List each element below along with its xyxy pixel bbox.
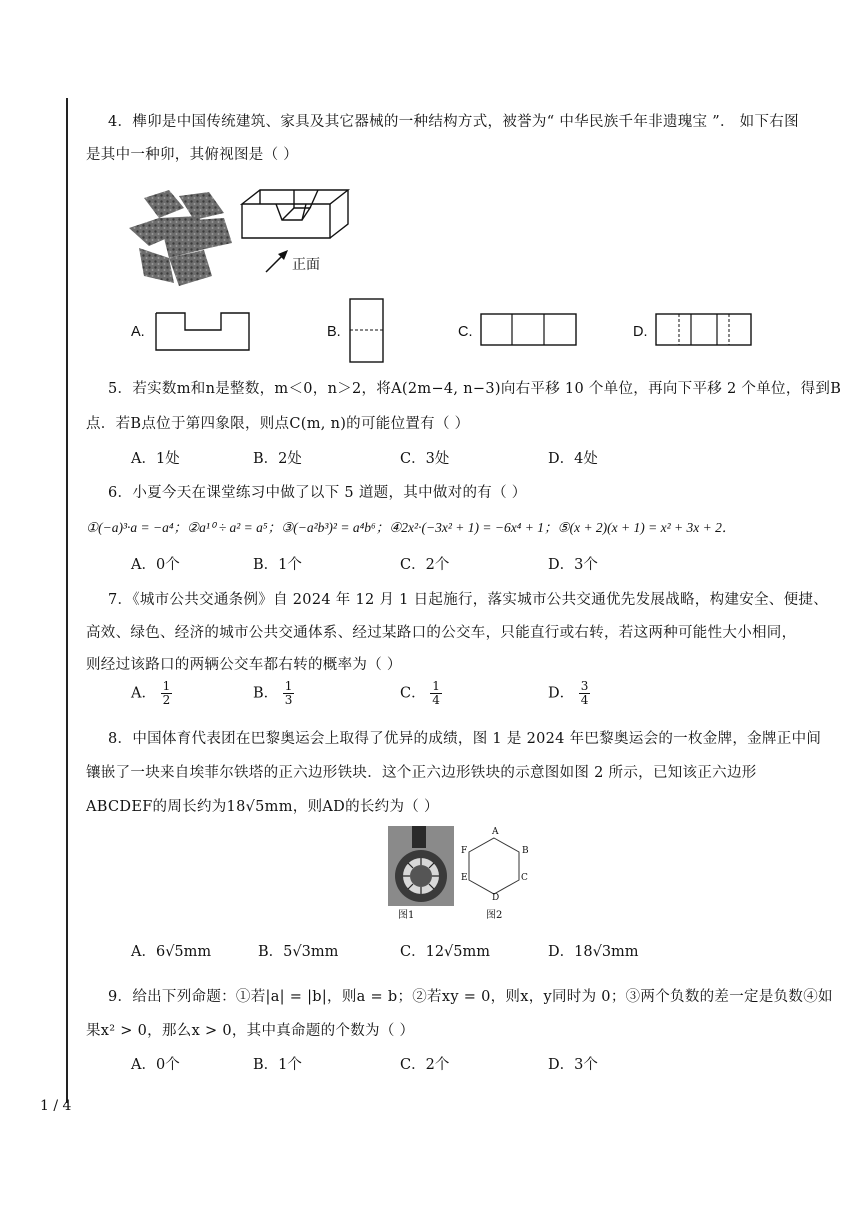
q5-option-a[interactable]: A．1处 [131,451,180,467]
q6-option-a[interactable]: A．0个 [131,557,180,573]
q4-text-line1: 4．榫卯是中国传统建筑、家具及其它器械的一种结构方式，被誉为“ 中华民族千年非遗瑰宝 ”． 如下右图 [108,114,799,130]
q9-text-line1: 9．给出下列命题：①若|a| = |b|，则a = b；②若xy = 0，则x，y同时为 0；③两个负数的差一定是负数④如 [108,989,833,1005]
q7-option-c-fraction: $\frac{1}{4}$ [432,679,440,707]
q4-option-b-label[interactable]: B. [327,324,341,340]
fig1-label: 图1 [398,910,415,921]
q4-option-d-label[interactable]: D. [633,324,648,340]
q6-option-c[interactable]: C．2个 [400,557,450,573]
q7-option-d[interactable] [548,680,590,707]
q7-option-c[interactable] [400,680,442,707]
q7-option-d-label: D． [548,685,575,702]
q8-text-line2: 镶嵌了一块来自埃菲尔铁塔的正六边形铁块．这个正六边形铁块的示意图如图 2 所示，已知该正六边形 [86,765,757,781]
q4-option-c-label[interactable]: C. [458,324,473,340]
q7-text-line1: 7．《城市公共交通条例》自 2024 年 12 月 1 日起施行，落实城市公共交通优先发展战略，构建安全、便捷、 [108,592,829,608]
q8-option-b[interactable]: B．5√3mm [258,944,339,960]
q4-text-line2: 是其中一种卯，其俯视图是（ ） [86,147,299,163]
q6-option-d[interactable]: D．3个 [548,557,598,573]
q6-option-b[interactable]: B．1个 [253,557,302,573]
q7-option-d-fraction: $\frac{3}{4}$ [580,679,589,707]
q9-option-d[interactable]: D．3个 [548,1057,598,1073]
hex-label-f: F [461,846,468,856]
q5-option-b[interactable]: B．2处 [253,451,302,467]
q9-option-c[interactable]: C．2个 [400,1057,450,1073]
hex-label-a: A [492,827,499,837]
front-direction-arrow [262,246,292,276]
q4-option-c-figure[interactable] [480,313,578,347]
q7-option-a-label: A． [131,685,156,702]
q7-option-c-label: C． [400,685,426,702]
left-margin-rule [66,98,68,1103]
q4-option-a-label[interactable]: A. [131,324,145,340]
q5-text-line1: 5．若实数m和n是整数，m＜0，n＞2，将A(2m−4, n−3)向右平移 10 个单位，再向下平移 2 个单位，得到B [108,381,842,397]
page-number: 1 / 4 [40,1098,72,1114]
q7-option-b-label: B． [253,685,279,702]
q4-option-d-figure[interactable] [655,313,753,347]
gold-medal-photo [388,826,454,906]
q5-option-c[interactable]: C．3处 [400,451,450,467]
q8-option-c[interactable]: C．12√5mm [400,944,491,960]
q7-option-a[interactable] [131,680,172,707]
fig2-label: 图2 [486,910,503,921]
q7-text-line3: 则经过该路口的两辆公交车都右转的概率为（ ） [86,657,402,673]
hex-label-d: D [492,893,500,903]
q9-option-a[interactable]: A．0个 [131,1057,180,1073]
q4-option-b-figure[interactable] [349,298,385,364]
q7-text-line2: 高效、绿色、经济的城市公共交通体系、经过某路口的公交车，只能直行或右转，若这两种可能性大小相同， [86,625,797,641]
q7-option-b-fraction: $\frac{1}{3}$ [284,679,293,707]
q8-text-line1: 8．中国体育代表团在巴黎奥运会上取得了优异的成绩，图 1 是 2024 年巴黎奥运会的一枚金牌，金牌正中间 [108,731,822,747]
q9-option-b[interactable]: B．1个 [253,1057,302,1073]
q4-option-a-figure[interactable] [155,312,251,352]
q6-equations: ①(−a)³·a = −a⁴；②a¹⁰ ÷ a² = a⁵；③(−a²b³)² = a⁴b⁶；④2x²·(−3x² + 1) = −6x⁴ + 1；⑤(x + 2)(x + 1) = x² + 3x + 2． [86,520,736,535]
mortise-photo [124,188,234,290]
q5-option-d[interactable]: D．4处 [548,451,598,467]
front-label: 正面 [292,257,320,273]
hex-label-e: E [461,873,468,883]
q8-text-line3: ABCDEF的周长约为18√5mm，则AD的长约为（ ） [86,799,439,815]
q8-option-d[interactable]: D．18√3mm [548,944,639,960]
q5-text-line2: 点．若B点位于第四象限，则点C(m, n)的可能位置有（ ） [86,416,470,432]
q9-text-line2: 果x² > 0，那么x > 0，其中真命题的个数为（ ） [86,1023,415,1039]
q7-option-b[interactable] [253,680,294,707]
mortise-block-drawing [240,186,352,244]
q8-option-a[interactable]: A．6√5mm [131,944,212,960]
q6-text-line1: 6．小夏今天在课堂练习中做了以下 5 道题，其中做对的有（ ） [108,485,527,501]
hex-label-b: B [522,846,529,856]
hex-label-c: C [521,873,528,883]
q7-option-a-fraction: $\frac{1}{2}$ [162,679,171,707]
